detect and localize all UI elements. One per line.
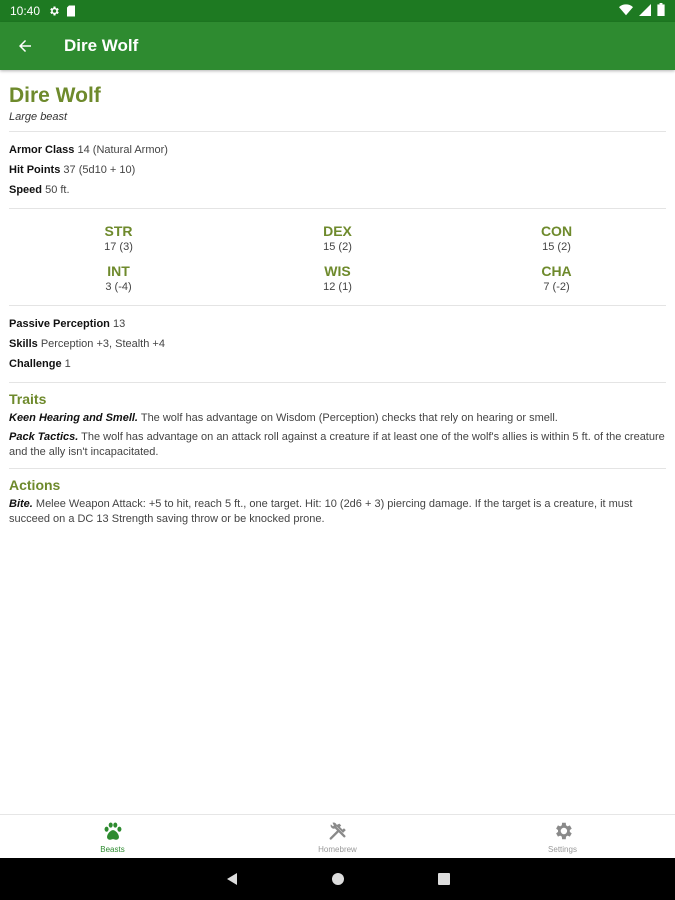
ability-wis: [228, 263, 447, 293]
gear-icon: [552, 820, 574, 842]
ability-value: 15 (2): [323, 241, 352, 253]
nav-homebrew[interactable]: [225, 815, 450, 858]
ability-int: [9, 263, 228, 293]
nav-label: Beasts: [100, 844, 125, 854]
divider: [9, 208, 666, 209]
arrow-back-icon: [16, 37, 34, 55]
paw-icon: [102, 820, 124, 842]
passive-perception-value: 13: [112, 318, 126, 330]
creature-name: Dire Wolf: [9, 84, 101, 107]
speed-value: 50 ft.: [45, 184, 70, 196]
passive-perception-row: [9, 314, 666, 334]
action-text: Melee Weapon Attack: +5 to hit, reach 5 ft., one target. Hit: 10 (2d6 + 3) piercing damage. If the target is a creature, it must succeed on a DC 13 Strength saving throw or be knocked prone.: [9, 498, 633, 525]
skills-value: Perception +3, Stealth +4: [40, 338, 165, 350]
divider: [9, 305, 666, 306]
challenge-row: [9, 354, 666, 374]
home-circle-icon[interactable]: [330, 871, 346, 887]
ability-value: 7 (-2): [543, 281, 570, 293]
ability-scores: [9, 217, 666, 297]
trait-text: The wolf has advantage on an attack roll against a creature if at least one of the wolf's allies is within 5 ft. of the creature and the ally isn't incapacitated.: [9, 431, 665, 458]
settings-status-icon: [48, 5, 60, 17]
creature-type: Large beast: [9, 111, 68, 123]
armor-class-value: 14 (Natural Armor): [77, 144, 168, 156]
app-bar-title: Dire Wolf: [64, 36, 139, 55]
skills-row: [9, 334, 666, 354]
back-triangle-icon[interactable]: [224, 871, 240, 887]
ability-label: CHA: [541, 263, 572, 279]
ability-label: WIS: [324, 263, 351, 279]
system-navigation-bar: [0, 858, 675, 900]
ability-dex: [228, 223, 447, 253]
nav-label: Settings: [548, 844, 577, 854]
stat-block: [0, 70, 675, 814]
ability-cha: [447, 263, 666, 293]
hit-points-label: Hit Points: [9, 164, 61, 176]
ability-value: 15 (2): [542, 241, 571, 253]
battery-icon: [657, 3, 665, 19]
armor-class-row: [9, 140, 666, 160]
divider: [9, 131, 666, 132]
nav-label: Homebrew: [318, 844, 357, 854]
challenge-label: Challenge: [9, 358, 62, 370]
armor-class-label: Armor Class: [9, 144, 75, 156]
ability-value: 3 (-4): [105, 281, 132, 293]
status-bar: [0, 0, 675, 22]
back-button[interactable]: [1, 22, 49, 70]
ability-label: STR: [104, 223, 133, 239]
signal-icon: [639, 4, 651, 19]
action-name: Bite.: [9, 498, 33, 510]
ability-value: 12 (1): [323, 281, 352, 293]
divider: [9, 468, 666, 469]
ability-label: DEX: [323, 223, 352, 239]
nav-beasts[interactable]: [0, 815, 225, 858]
sdcard-icon: [66, 5, 76, 17]
hit-points-value: 37 (5d10 + 10): [63, 164, 136, 176]
ability-con: [447, 223, 666, 253]
actions-heading: Actions: [9, 477, 61, 493]
divider: [9, 382, 666, 383]
ability-label: INT: [107, 263, 130, 279]
app-bar: [0, 22, 675, 70]
ability-value: 17 (3): [104, 241, 133, 253]
skills-label: Skills: [9, 338, 38, 350]
recents-square-icon[interactable]: [436, 871, 452, 887]
speed-row: [9, 180, 666, 200]
trait-text: The wolf has advantage on Wisdom (Perception) checks that rely on hearing or smell.: [140, 412, 558, 424]
speed-label: Speed: [9, 184, 43, 196]
traits-heading: Traits: [9, 391, 47, 407]
trait-item: [9, 430, 666, 460]
trait-item: [9, 411, 666, 426]
ability-str: [9, 223, 228, 253]
trait-name: Pack Tactics.: [9, 431, 79, 443]
challenge-value: 1: [64, 358, 71, 370]
nav-settings[interactable]: [450, 815, 675, 858]
hit-points-row: [9, 160, 666, 180]
status-time: 10:40: [10, 4, 41, 18]
passive-perception-label: Passive Perception: [9, 318, 110, 330]
bottom-navigation: [0, 814, 675, 858]
ability-label: CON: [540, 223, 573, 239]
wifi-icon: [619, 4, 633, 19]
trait-name: Keen Hearing and Smell.: [9, 412, 138, 424]
action-item: [9, 497, 666, 527]
tools-icon: [327, 820, 349, 842]
